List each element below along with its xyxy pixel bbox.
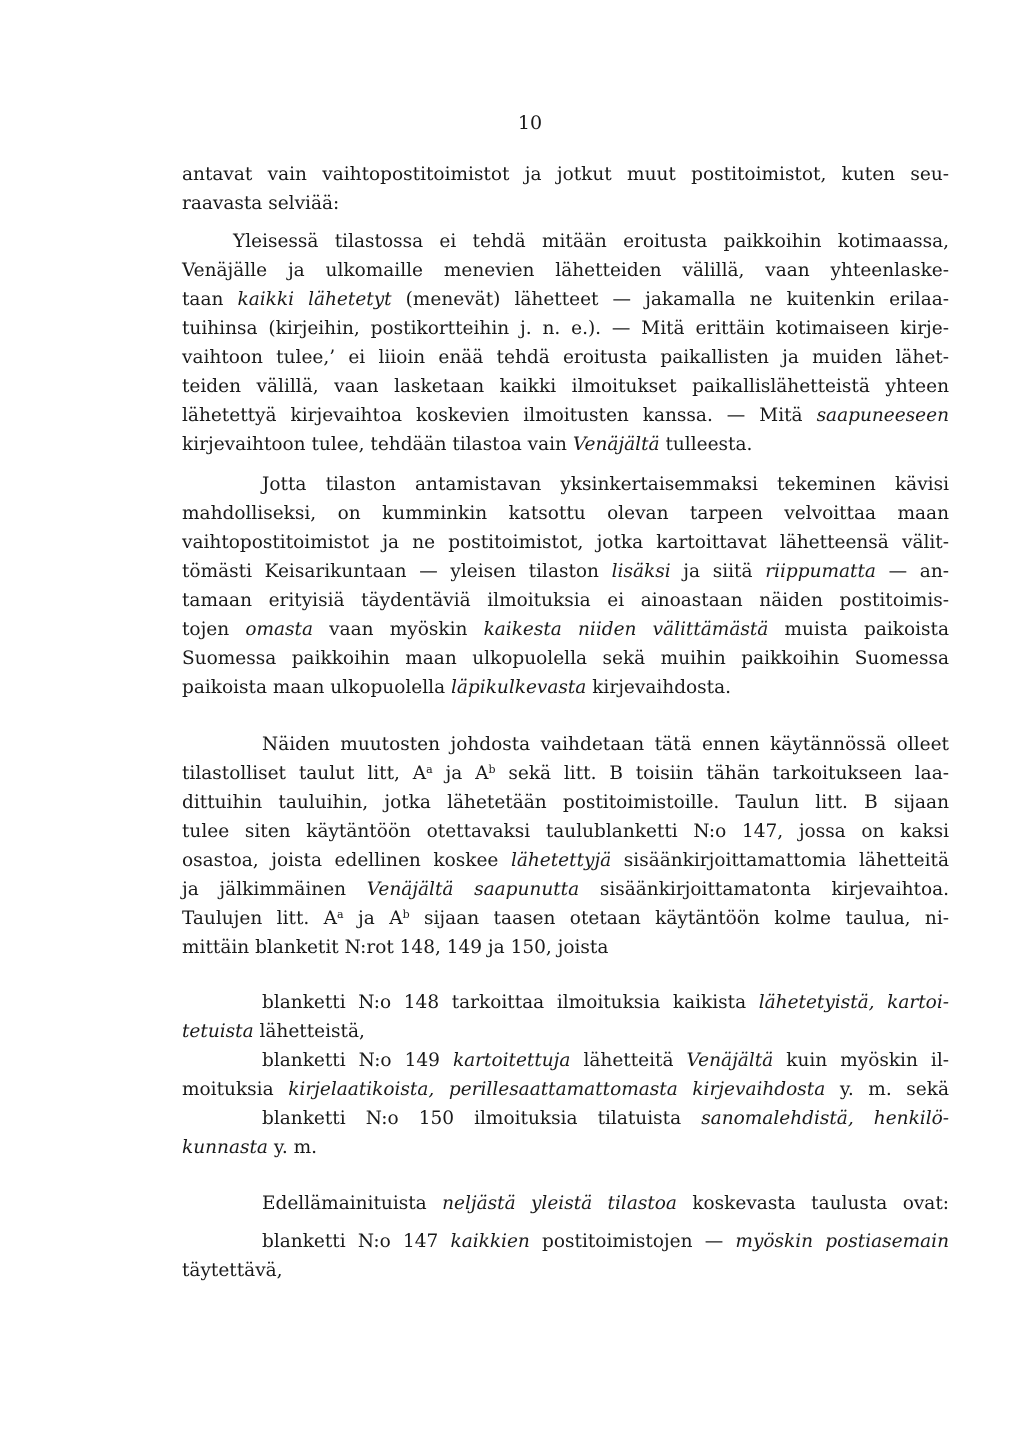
text-run: blanketti N:o 148 tarkoittaa ilmoituksia kaikista	[262, 992, 759, 1013]
text-run: y. m. sekä	[825, 1079, 949, 1100]
text-run: Yleisessä tilastossa ei tehdä mitään eroitusta paikkoihin kotimaassa,	[233, 231, 949, 252]
text-line	[262, 1107, 949, 1131]
text-line	[182, 502, 949, 526]
text-line	[233, 230, 949, 254]
text-run: lähetteitä	[570, 1050, 687, 1071]
text-run: Taulujen litt. A	[182, 908, 338, 929]
text-line	[182, 346, 949, 370]
italic-text: kaikkien	[450, 1231, 530, 1252]
text-run: ja siitä	[670, 561, 766, 582]
text-run: postitoimistojen —	[529, 1231, 736, 1252]
text-line	[182, 1078, 949, 1102]
text-run: ja jälkimmäinen	[182, 879, 367, 900]
italic-text: lisäksi	[611, 561, 671, 582]
text-run: (menevät) lähetteet — jakamalla ne kuitenkin erilaa-	[391, 289, 950, 310]
text-run: mittäin blanketit N:rot 148, 149 ja 150, joista	[182, 937, 609, 958]
text-run: dittuihin tauluihin, jotka lähetetään postitoimistoille. Taulun litt. B sijaan	[182, 792, 949, 813]
text-run: teiden välillä, vaan lasketaan kaikki ilmoitukset paikallislähetteistä yhteen	[182, 376, 949, 397]
superscript: a	[337, 908, 344, 921]
text-line	[182, 907, 949, 931]
italic-text: kaikesta niiden välittämästä	[483, 619, 769, 640]
text-line	[182, 791, 949, 815]
text-run: Jotta tilaston antamistavan yksinkertaisemmaksi tekeminen kävisi	[262, 474, 949, 495]
text-run: Näiden muutosten johdosta vaihdetaan tätä ennen käytännössä olleet	[262, 734, 949, 755]
text-line	[182, 317, 949, 341]
text-run: tulee siten käytäntöön otettavaksi taulublanketti N:o 147, jossa on kaksi	[182, 821, 949, 842]
text-line	[262, 1230, 949, 1254]
text-line	[262, 991, 949, 1015]
text-run: tuihinsa (kirjeihin, postikortteihin j. n. e.). — Mitä erittäin kotimaiseen kirje-	[182, 318, 949, 339]
text-run: tömästi Keisarikuntaan — yleisen tilaston	[182, 561, 612, 582]
italic-text: kaikki lähetetyt	[237, 289, 392, 310]
text-run: mahdolliseksi, on kumminkin katsottu olevan tarpeen velvoittaa maan	[182, 503, 949, 524]
text-run: tojen	[182, 619, 246, 640]
text-line	[182, 288, 949, 312]
text-line	[182, 647, 949, 671]
italic-text: kartoitettuja	[452, 1050, 571, 1071]
text-line	[182, 820, 949, 844]
italic-text: tetuista	[182, 1021, 254, 1042]
italic-text: Venäjältä	[686, 1050, 774, 1071]
text-line	[182, 192, 362, 216]
text-run: kirjevaihtoon tulee, tehdään tilastoa vain	[182, 434, 573, 455]
text-run: blanketti N:o 149	[262, 1050, 453, 1071]
text-run: koskevasta taulusta ovat:	[676, 1193, 949, 1214]
italic-text: läpikulkevasta	[450, 677, 587, 698]
text-line	[182, 849, 949, 873]
text-line	[262, 473, 949, 497]
text-run: tulleesta.	[659, 434, 753, 455]
text-line	[262, 733, 949, 757]
italic-text: myöskin postiasemain	[735, 1231, 949, 1252]
text-run: sekä litt. B toisiin tähän tarkoitukseen laa-	[495, 763, 949, 784]
superscript: a	[426, 763, 433, 776]
italic-text: saapuneeseen	[816, 405, 949, 426]
page-number: 10	[517, 112, 543, 134]
text-run: — an-	[875, 561, 949, 582]
text-run: kirjevaihdosta.	[586, 677, 732, 698]
text-run: sisäänkirjoittamattomia lähetteitä	[611, 850, 949, 871]
italic-text: riippumatta	[765, 561, 876, 582]
text-run: Suomessa paikkoihin maan ulkopuolella sekä muihin paikkoihin Suomessa	[182, 648, 949, 669]
text-run: ja A	[432, 763, 489, 784]
italic-text: lähetetyistä, kartoi-	[758, 992, 949, 1013]
text-line	[182, 163, 949, 187]
italic-text: kunnasta	[182, 1137, 268, 1158]
text-line	[182, 1020, 389, 1044]
text-run: vaan myöskin	[313, 619, 484, 640]
text-line	[182, 762, 949, 786]
superscript: b	[488, 763, 496, 776]
text-run: vaihtoon tulee,’ ei liioin enää tehdä eroitusta paikallisten ja muiden lähet-	[182, 347, 949, 368]
text-line	[182, 936, 616, 960]
text-run: täytettävä,	[182, 1260, 283, 1281]
text-line	[182, 375, 949, 399]
italic-text: Venäjältä	[572, 434, 660, 455]
text-line	[182, 618, 949, 642]
text-run: taan	[182, 289, 238, 310]
italic-text: sanomalehdistä, henkilö-	[701, 1108, 949, 1129]
text-line	[182, 560, 949, 584]
text-run: moituksia	[182, 1079, 289, 1100]
text-run: blanketti N:o 150 ilmoituksia tilatuista	[262, 1108, 702, 1129]
superscript: b	[402, 908, 410, 921]
text-line	[182, 1259, 307, 1283]
text-run: lähetettyä kirjevaihtoa koskevien ilmoitusten kanssa. — Mitä	[182, 405, 817, 426]
italic-text: Venäjältä saapunutta	[366, 879, 580, 900]
italic-text: kirjelaatikoista, perillesaattamattomasta kirjevaihdosta	[288, 1079, 826, 1100]
text-line	[182, 878, 949, 902]
text-line	[182, 589, 949, 613]
text-run: Edellämainituista	[262, 1193, 443, 1214]
text-run: kuin myöskin il-	[773, 1050, 949, 1071]
text-run: ja A	[343, 908, 403, 929]
text-line	[182, 676, 776, 700]
text-run: lähetteistä,	[253, 1021, 365, 1042]
text-line	[262, 1049, 949, 1073]
text-line	[182, 433, 810, 457]
text-run: blanketti N:o 147	[262, 1231, 451, 1252]
text-line	[182, 259, 949, 283]
text-run: antavat vain vaihtopostitoimistot ja jotkut muut postitoimistot, kuten seu-	[182, 164, 949, 185]
text-run: tilastolliset taulut litt, A	[182, 763, 427, 784]
text-line	[182, 531, 949, 555]
text-line	[262, 1192, 949, 1216]
text-run: vaihtopostitoimistot ja ne postitoimistot, jotka kartoittavat lähetteensä välit-	[182, 532, 949, 553]
text-line	[182, 1136, 333, 1160]
text-run: raavasta selviää:	[182, 193, 340, 214]
text-line	[182, 404, 949, 428]
italic-text: omasta	[245, 619, 313, 640]
text-run: y. m.	[267, 1137, 318, 1158]
text-run: osastoa, joista edellinen koskee	[182, 850, 511, 871]
italic-text: neljästä yleistä tilastoa	[442, 1193, 677, 1214]
text-run: muista paikoista	[768, 619, 949, 640]
text-run: Venäjälle ja ulkomaille menevien lähetteiden välillä, vaan yhteenlaske-	[182, 260, 949, 281]
text-run: sijaan taasen otetaan käytäntöön kolme taulua, ni-	[409, 908, 950, 929]
text-run: tamaan erityisiä täydentäviä ilmoituksia ei ainoastaan näiden postitoimis-	[182, 590, 949, 611]
text-run: sisäänkirjoittamatonta kirjevaihtoa.	[579, 879, 950, 900]
text-run: paikoista maan ulkopuolella	[182, 677, 451, 698]
italic-text: lähetettyjä	[510, 850, 612, 871]
